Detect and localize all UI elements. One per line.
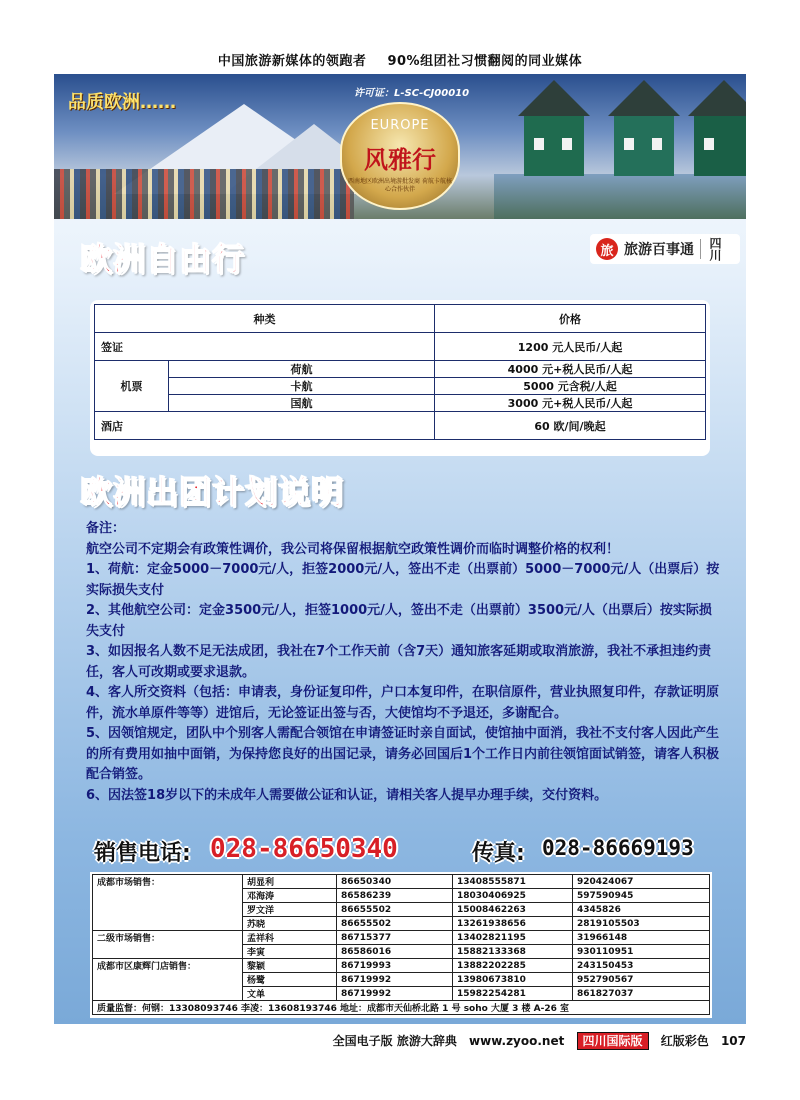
banner [54, 74, 746, 219]
logo-car-icon: 旅 [596, 238, 618, 260]
contact-qq: 952790567 [573, 973, 710, 987]
emblem-europe: EUROPE [370, 118, 430, 133]
contact-tel: 86719992 [337, 987, 453, 1001]
contact-name: 黎颖 [243, 959, 337, 973]
emblem-subtitle: 西南地区欧洲出境游批发商 荷航卡航核心合作伙伴 [348, 178, 452, 193]
contact-mobile: 15008462263 [453, 903, 573, 917]
permit-number: 许可证：L-SC-CJ00010 [354, 88, 470, 99]
airline-name: 荷航 [169, 361, 435, 378]
logo-name: 旅游百事通 [624, 242, 694, 258]
contact-tel: 86586016 [337, 945, 453, 959]
lake-graphic [494, 174, 746, 219]
note-item: 5、因领馆规定，团队中个别客人需配合领馆在申请签证时亲自面试，使馆抽中面消，我社不支付客人因此产生的所有费用如抽中面销，为保持您良好的出国记录，请务必回国后1个工作日内前往领馆面试销签，请客人积极配合销签。 [86, 726, 720, 782]
note-item: 6、因法签18岁以下的未成年人需要做公证和认证，请相关客人提早办理手续，交付资料。 [86, 787, 608, 803]
sales-phone-number: 028-86650340 [210, 834, 398, 864]
contact-name: 邓海涛 [243, 889, 337, 903]
fax-number: 028-86669193 [542, 836, 694, 860]
house-graphic [694, 114, 746, 176]
contact-qq: 243150453 [573, 959, 710, 973]
table-row [93, 959, 710, 973]
contact-qq: 861827037 [573, 987, 710, 1001]
airline-name: 卡航 [169, 378, 435, 395]
page-number: 107 [720, 1034, 746, 1048]
contact-mobile: 13402821195 [453, 931, 573, 945]
price-table-panel [90, 300, 710, 456]
contact-tel: 86655502 [337, 917, 453, 931]
price-table [94, 304, 706, 440]
contact-tel: 86586239 [337, 889, 453, 903]
page-panel [54, 74, 746, 1024]
contact-mobile: 13408555871 [453, 875, 573, 889]
table-row [95, 395, 706, 412]
fengyaxing-emblem [340, 102, 460, 210]
group-label: 成都市区康辉门店销售： [93, 959, 243, 1001]
table-row [95, 361, 706, 378]
contact-name: 罗文洋 [243, 903, 337, 917]
airline-price: 5000 元含税/人起 [435, 378, 706, 395]
airline-price: 4000 元+税人民币/人起 [435, 361, 706, 378]
contact-mobile: 18030406925 [453, 889, 573, 903]
contact-tel: 86655502 [337, 903, 453, 917]
note-item: 航空公司不定期会有政策性调价，我公司将保留根据航空政策性调价而临时调整价格的权利！ [86, 541, 620, 557]
table-row [93, 1001, 710, 1015]
travel-baishitong-logo [590, 234, 740, 264]
contact-name: 文单 [243, 987, 337, 1001]
table-row [93, 931, 710, 945]
airline-price: 3000 元+税人民币/人起 [435, 395, 706, 412]
contact-name: 孟祥科 [243, 931, 337, 945]
sales-phone-label: 销售电话: [94, 841, 191, 866]
footer-edition: 全国电子版 旅游大辞典 [332, 1034, 457, 1048]
contact-table [92, 874, 710, 1015]
top-slogan [0, 50, 800, 69]
contact-name: 苏晓 [243, 917, 337, 931]
notes-block [86, 519, 722, 806]
table-row [93, 875, 710, 889]
contact-qq: 31966148 [573, 931, 710, 945]
airline-name: 国航 [169, 395, 435, 412]
visa-label: 签证 [95, 333, 435, 361]
note-item: 2、其他航空公司：定金3500元/人，拒签1000元/人，签出不走（出票前）3500元/人（出票后）按实际损失支付 [86, 603, 712, 639]
contact-tel: 86650340 [337, 875, 453, 889]
logo-divider [700, 239, 701, 259]
quality-supervision: 质量监督：何钢：13308093746 李凌：13608193746 地址：成都市天仙桥北路 1 号 soho 大厦 3 楼 A-26 室 [93, 1001, 710, 1015]
note-item: 1、荷航：定金5000－7000元/人，拒签2000元/人，签出不走（出票前）5000－7000元/人（出票后）按实际损失支付 [86, 562, 720, 598]
header-category: 种类 [95, 305, 435, 333]
slogan-left: 中国旅游新媒体的领跑者 [217, 54, 367, 69]
footer-section-tag: 红版彩色 [660, 1034, 709, 1048]
contact-mobile: 13882202285 [453, 959, 573, 973]
section-title-free-travel: 欧洲自由行 [80, 240, 246, 278]
contact-name: 李寅 [243, 945, 337, 959]
footer-region-tag: 四川国际版 [577, 1032, 649, 1050]
contact-mobile: 13980673810 [453, 973, 573, 987]
section-title-group-plan: 欧洲出团计划说明 [80, 473, 345, 511]
page-footer [0, 1032, 746, 1054]
hotel-price: 60 欧/间/晚起 [435, 412, 706, 440]
table-header-row [95, 305, 706, 333]
tourist-crowd-graphic [54, 169, 354, 219]
ticket-label: 机票 [95, 361, 169, 412]
contact-mobile: 15982254281 [453, 987, 573, 1001]
emblem-name: 风雅行 [364, 145, 436, 174]
contact-qq: 2819105503 [573, 917, 710, 931]
group-label: 成都市场销售： [93, 875, 243, 931]
contact-mobile: 13261938656 [453, 917, 573, 931]
contact-qq: 920424067 [573, 875, 710, 889]
brand-tagline: 品质欧洲…… [68, 92, 176, 113]
visa-price: 1200 元人民币/人起 [435, 333, 706, 361]
group-label: 二级市场销售： [93, 931, 243, 959]
contact-tel: 86715377 [337, 931, 453, 945]
logo-region: 四川 [708, 237, 722, 261]
contact-name: 胡显利 [243, 875, 337, 889]
contact-tel: 86719993 [337, 959, 453, 973]
contact-mobile: 15882133368 [453, 945, 573, 959]
contact-qq: 930110951 [573, 945, 710, 959]
contact-qq: 4345826 [573, 903, 710, 917]
footer-site: www.zyoo.net [469, 1034, 565, 1048]
note-item: 3、如因报名人数不足无法成团，我社在7个工作天前（含7天）通知旅客延期或取消旅游，我社不承担违约责任，客人可改期或要求退款。 [86, 644, 712, 680]
contact-tel: 86719992 [337, 973, 453, 987]
contact-table-panel [90, 872, 712, 1018]
fax-label: 传真: [472, 841, 525, 866]
hotel-label: 酒店 [95, 412, 435, 440]
table-row [95, 378, 706, 395]
table-row [95, 412, 706, 440]
house-graphic [614, 114, 674, 176]
note-heading: 备注： [86, 521, 126, 536]
header-price: 价格 [435, 305, 706, 333]
table-row [95, 333, 706, 361]
house-graphic [524, 114, 584, 176]
note-item: 4、客人所交资料（包括：申请表，身份证复印件，户口本复印件，在职信原件，营业执照复印件，存款证明原件，流水单原件等等）进馆后，无论签证出签与否，大使馆均不予退还，多谢配合。 [86, 685, 720, 721]
contact-name: 杨鹭 [243, 973, 337, 987]
contact-qq: 597590945 [573, 889, 710, 903]
slogan-right: 90%组团社习惯翻阅的同业媒体 [387, 54, 583, 69]
phone-line [94, 834, 724, 868]
